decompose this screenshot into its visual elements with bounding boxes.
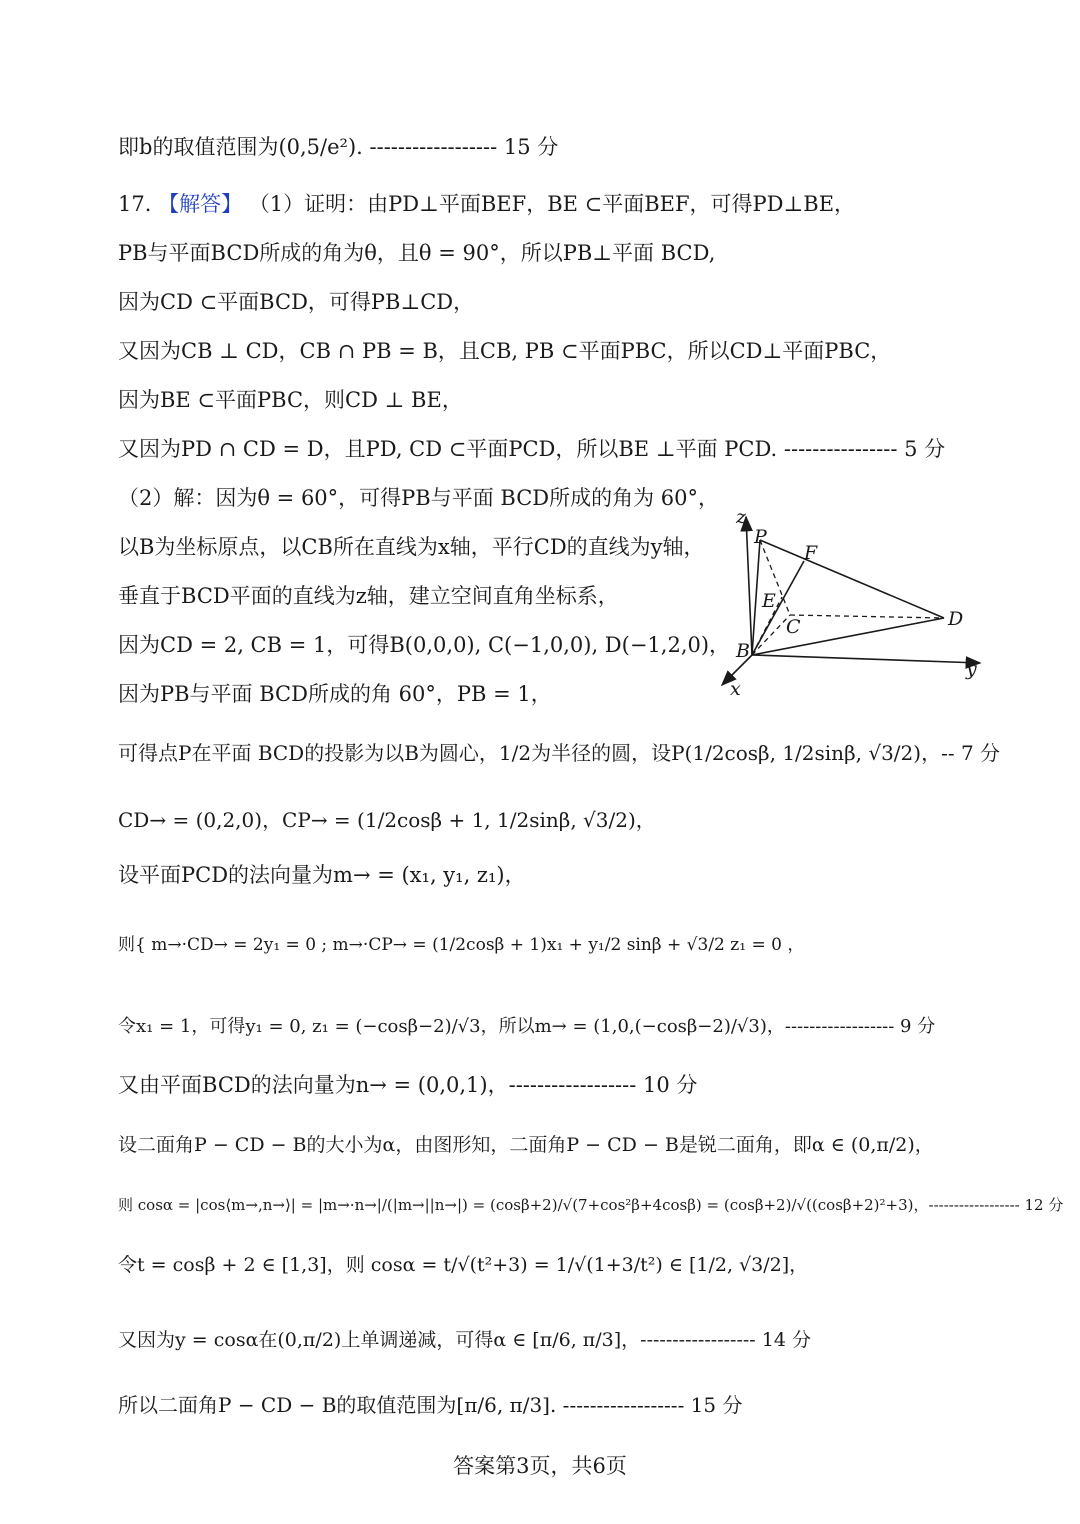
- text-line-15: 则{ m→·CD→ = 2y₁ = 0 ; m→·CP→ = (1/2cosβ + 1)x₁ + y₁/2 sinβ + √3/2 z₁ = 0 ，: [118, 935, 805, 955]
- q17-heading-line: [118, 189, 855, 219]
- text-line-22: 所以二面角P − CD − B的取值范围为[π/6, π/3]. ------------------ 15 分: [118, 1393, 743, 1417]
- edge-cd: [790, 615, 944, 618]
- pyramid-coordinate-diagram: [712, 505, 992, 705]
- text-line-4: 又因为CB ⊥ CD，CB ∩ PB = B，且CB, PB ⊂平面PBC，所以CD⊥平面PBC，: [118, 339, 892, 363]
- text-line-3: 因为CD ⊂平面BCD，可得PB⊥CD，: [118, 290, 475, 314]
- q17-part1-text: （1）证明：由PD⊥平面BEF，BE ⊂平面BEF，可得PD⊥BE，: [248, 192, 856, 216]
- text-line-9: 垂直于BCD平面的直线为z轴，建立空间直角坐标系，: [118, 584, 619, 608]
- edge-pb: [752, 540, 760, 655]
- text-line-11: 因为PB与平面 BCD所成的角 60°，PB = 1，: [118, 682, 552, 706]
- label-e: E: [762, 590, 776, 612]
- text-line-19: 则 cosα = |cos⟨m→,n→⟩| = |m→·n→|/(|m→||n→|) = (cosβ+2)/√(7+cos²β+4cosβ) = (cosβ+2)/√((cosβ+2)²+3)，------------------ 12 分: [118, 1196, 1064, 1214]
- text-line-8: 以B为坐标原点，以CB所在直线为x轴，平行CD的直线为y轴，: [118, 535, 705, 559]
- y-axis-line: [752, 655, 980, 663]
- label-d: D: [948, 608, 964, 630]
- text-line-2: PB与平面BCD所成的角为θ，且θ = 90°，所以PB⊥平面 BCD,: [118, 241, 716, 265]
- q17-number: 17.: [118, 192, 152, 216]
- label-z: z: [736, 506, 747, 528]
- text-line-20: 令t = cosβ + 2 ∈ [1,3]，则 cosα = t/√(t²+3) = 1/√(1+3/t²) ∈ [1/2, √3/2]，: [118, 1254, 809, 1276]
- text-line-17: 又由平面BCD的法向量为n→ = (0,0,1)，------------------ 10 分: [118, 1073, 698, 1097]
- segment-bf: [752, 561, 804, 655]
- page-footer: 答案第3页，共6页: [453, 1454, 627, 1478]
- label-x: x: [730, 678, 741, 700]
- z-axis-line: [746, 517, 752, 655]
- label-f: F: [804, 542, 818, 564]
- text-line-12: 可得点P在平面 BCD的投影为以B为圆心，1/2为半径的圆，设P(1/2cosβ, 1/2sinβ, √3/2)，-- 7 分: [118, 741, 1001, 765]
- text-line-18: 设二面角P − CD − B的大小为α，由图形知，二面角P − CD − B是锐二面角，即α ∈ (0,π/2)，: [118, 1134, 934, 1156]
- label-c: C: [786, 616, 801, 638]
- text-line-14: 设平面PCD的法向量为m→ = (x₁, y₁, z₁)，: [118, 863, 526, 887]
- text-line-6: 又因为PD ∩ CD = D，且PD, CD ⊂平面PCD，所以BE ⊥平面 PCD. ---------------- 5 分: [118, 437, 946, 461]
- label-p: P: [754, 526, 767, 548]
- text-line-5: 因为BE ⊂平面PBC，则CD ⊥ BE，: [118, 388, 463, 412]
- text-line-7: （2）解：因为θ = 60°，可得PB与平面 BCD所成的角为 60°，: [118, 486, 720, 510]
- text-line-16: 令x₁ = 1，可得y₁ = 0, z₁ = (−cosβ−2)/√3，所以m→ = (1,0,(−cosβ−2)/√3)，------------------ 9 分: [118, 1016, 936, 1037]
- text-line-10: 因为CD = 2, CB = 1，可得B(0,0,0), C(−1,0,0), D(−1,2,0)，: [118, 633, 731, 657]
- edge-pd: [760, 540, 944, 618]
- q17-answer-tag: 【解答】: [158, 192, 243, 216]
- edge-bd: [752, 618, 944, 655]
- text-line-1: 即b的取值范围为(0,5/e²). ------------------ 15 分: [118, 135, 559, 159]
- text-line-21: 又因为y = cosα在(0,π/2)上单调递减，可得α ∈ [π/6, π/3]，------------------ 14 分: [118, 1329, 811, 1351]
- label-y: y: [966, 658, 977, 680]
- text-line-13: CD→ = (0,2,0)，CP→ = (1/2cosβ + 1, 1/2sinβ, √3/2)，: [118, 808, 656, 832]
- geometry-figure: [712, 505, 992, 705]
- label-b: B: [736, 640, 750, 662]
